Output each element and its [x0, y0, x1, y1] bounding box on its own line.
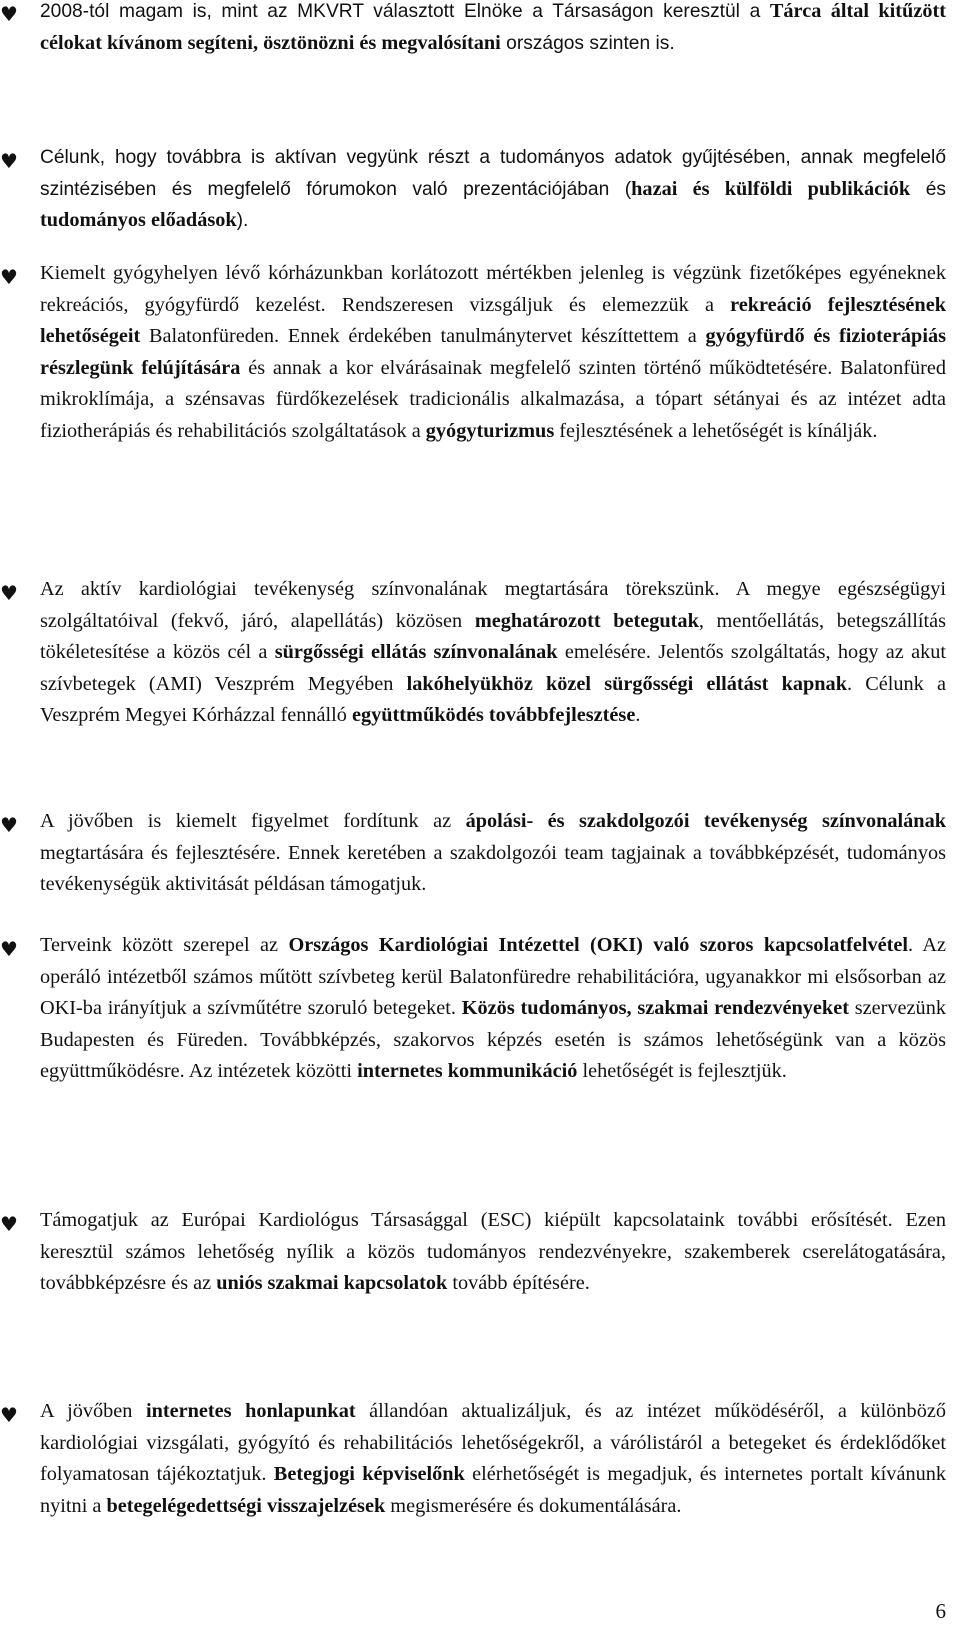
heart-bullet-icon: ♥ — [0, 1403, 18, 1427]
heart-bullet-icon: ♥ — [0, 581, 18, 605]
text-run: Célunk, hogy továbbra is aktívan vegyünk részt a tudományos adatok gyűjtésében, annak megfelelő szintézisében és megfelelő fórumokon való prezentációjában ( — [40, 147, 946, 200]
bold-text-run: internetes kommunikáció — [357, 1060, 578, 1082]
bold-text-run: Tárca által kitűzött célokat kívánom segíteni, ösztönözni és megvalósítani — [40, 0, 946, 54]
text-run: 2008-tól magam is, mint az MKVRT választott Elnöke a Társaságon keresztül a — [40, 1, 770, 22]
paragraph-4 — [40, 574, 946, 732]
text-run: A jövőben is kiemelt figyelmet fordítunk az — [40, 810, 466, 832]
text-run: Balatonfüreden. Ennek érdekében tanulmánytervet készíttettem a — [140, 325, 706, 347]
text-run: fejlesztésének a lehetőségét is kínálják. — [554, 419, 878, 442]
bold-text-run: Betegjogi képviselőnk — [273, 1463, 465, 1485]
paragraph-3 — [40, 258, 946, 447]
bold-text-run: meghatározott betegutak — [474, 609, 699, 632]
bold-text-run: sürgősségi ellátás színvonalának — [274, 641, 558, 663]
text-run: . — [635, 704, 641, 726]
paragraph-2 — [40, 142, 946, 237]
text-run: Az aktív kardiológiai tevékenység színvonalának megtartására törekszünk. A megye egészségügyi szolgáltatóival (fekvő, járó, alapellátás) közösen — [40, 578, 946, 632]
text-run: állandóan aktualizáljuk, és az intézet működéséről, a különböző kardiológiai vizsgálati, gyógyító és rehabilitációs lehetőségekről, a várólistáról a betegeket és érdeklődőket folyamatosan tájékoztatjuk. — [40, 1400, 946, 1485]
bold-text-run: rekreáció fejlesztésének lehetőségeit — [40, 293, 946, 347]
text-run: . Az operáló intézetből számos műtött szívbeteg kerül Balatonfüredre rehabilitációra, ugyanakkor mi elsősorban az OKI-ba irányítjuk a szívműtétre szoruló betegeket. — [40, 934, 946, 1019]
text-run: A jövőben — [40, 1400, 146, 1422]
heart-bullet-icon: ♥ — [0, 2, 18, 26]
page-number: 6 — [935, 1599, 946, 1623]
text-run: ). — [236, 210, 249, 231]
text-run: Terveink között szerepel az — [40, 934, 289, 956]
paragraph-8 — [40, 1396, 946, 1522]
text-run: megismerésére és dokumentálására. — [385, 1494, 682, 1517]
heart-bullet-icon: ♥ — [0, 265, 18, 289]
bold-text-run: tudományos előadások — [40, 209, 237, 231]
bold-text-run: Közös tudományos, szakmai rendezvényeket — [461, 997, 849, 1019]
bold-text-run: gyógyfürdő és fizioterápiás részlegünk felújítására — [40, 325, 946, 379]
text-run: lehetőségét is fejlesztjük. — [577, 1060, 787, 1082]
bold-text-run: internetes honlapunkat — [145, 1400, 356, 1422]
text-run: országos szinten is. — [500, 32, 675, 54]
text-run: tovább építésére. — [447, 1272, 590, 1294]
text-run: . Célunk a Veszprém Megyei Kórházzal fennálló — [40, 672, 946, 726]
bold-text-run: ápolási- és szakdolgozói tevékenység színvonalának — [465, 810, 946, 832]
text-run: megtartására és fejlesztésére. Ennek keretében a szakdolgozói team tagjainak a továbbképzését, tudományos tevékenységük aktivitását példásan támogatjuk. — [40, 841, 946, 895]
text-run: Kiemelt gyógyhelyen lévő kórházunkban korlátozott mértékben jelenleg is végzünk fizetőképes egyéneknek rekreációs, gyógyfürdő kezelést. Rendszeresen vizsgáljuk és elemezzük a — [40, 262, 946, 316]
bold-text-run: betegelégedettségi visszajelzések — [106, 1494, 386, 1517]
bold-text-run: lakóhelyükhöz közel sürgősségi ellátást kapnak — [406, 672, 847, 695]
paragraph-7 — [40, 1205, 946, 1300]
bold-text-run: hazai és külföldi publikációk — [631, 177, 911, 200]
text-run: elérhetőségét is megadjuk, és internetes portalt kívánunk nyitni a — [40, 1463, 947, 1517]
paragraph-5 — [40, 806, 946, 901]
heart-bullet-icon: ♥ — [0, 149, 18, 173]
heart-bullet-icon: ♥ — [0, 1212, 18, 1236]
paragraph-1 — [40, 0, 946, 59]
text-run: , mentőellátás, betegszállítás tökéletesítése a közös cél a — [40, 609, 946, 663]
bold-text-run: Országos Kardiológiai Intézettel (OKI) való szoros kapcsolatfelvétel — [288, 934, 909, 956]
bold-text-run: uniós szakmai kapcsolatok — [216, 1272, 448, 1294]
paragraph-6 — [40, 930, 946, 1088]
text-run: Támogatjuk az Európai Kardiológus Társasággal (ESC) kiépült kapcsolataink további erősítését. Ezen keresztül számos lehetőség nyílik a közös tudományos rendezvényekre, szakemberek cserelátogatására, továbbképzésre és az — [40, 1209, 946, 1294]
text-run: emelésére. Jelentős szolgáltatás, hogy az akut szívbetegek (AMI) Veszprém Megyében — [40, 641, 947, 695]
bold-text-run: együttműködés továbbfejlesztése — [351, 704, 636, 726]
bold-text-run: gyógyturizmus — [425, 419, 555, 442]
text-run: és — [910, 178, 946, 200]
text-run: szervezünk Budapesten és Füreden. Továbbképzés, szakorvos képzés esetén is számos lehetőségünk van a közös együttműködésre. Az intézetek közötti — [40, 997, 946, 1082]
text-run: és annak a kor elvárásainak megfelelő szinten történő működtetésére. Balatonfüred mikroklímája, a szénsavas fürdőkezelések tradicionális alkalmazása, a tópart sétányai és az intézet adta fiziotherápiás és rehabilitációs szolgáltatások a — [40, 356, 947, 442]
heart-bullet-icon: ♥ — [0, 937, 18, 961]
heart-bullet-icon: ♥ — [0, 813, 18, 837]
